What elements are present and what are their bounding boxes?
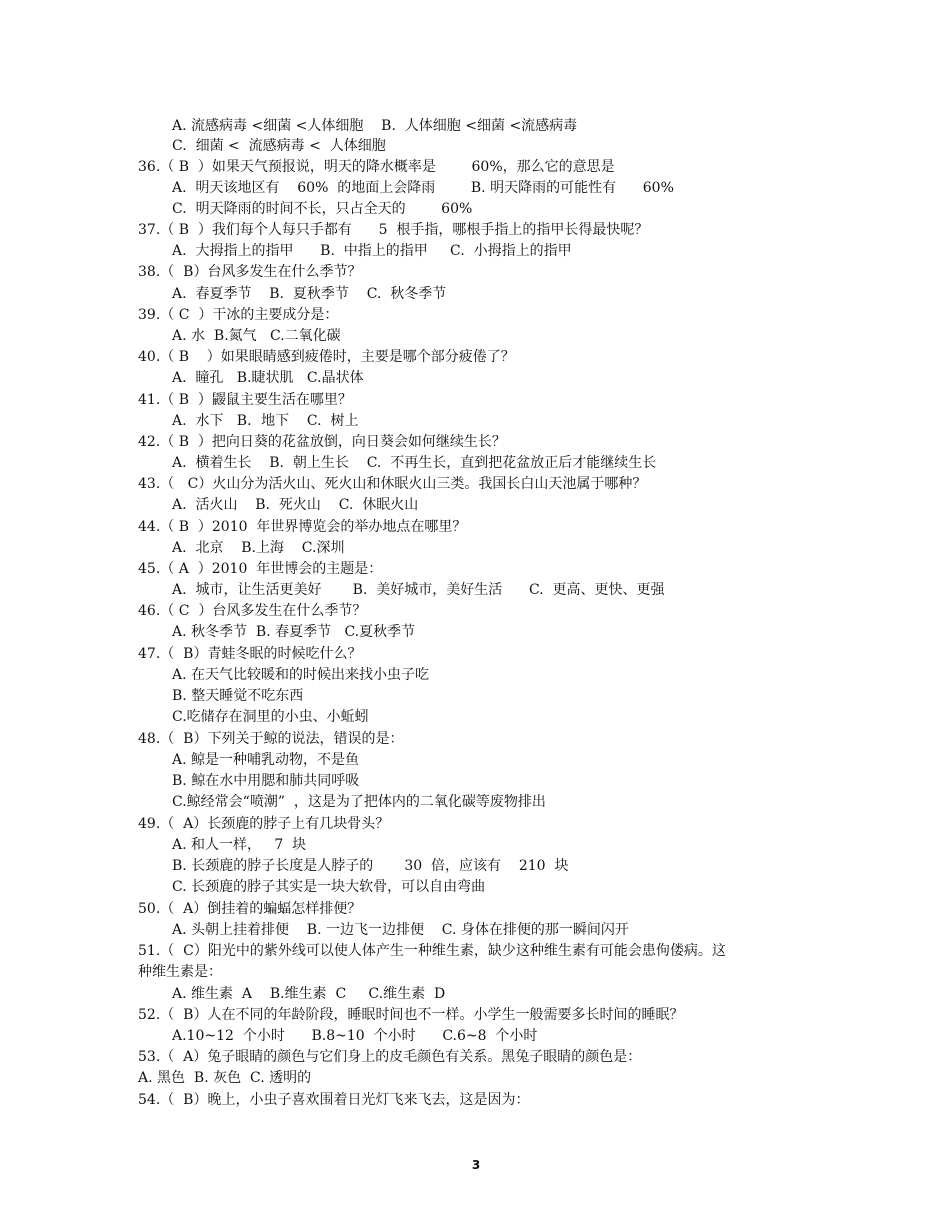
q52-options: A.10~12 个小时 B.8~10 个小时 C.6~8 个小时: [172, 1028, 538, 1044]
question-42: 42.（ B ）把向日葵的花盆放倒，向日葵会如何继续生长？: [138, 434, 506, 450]
question-51-cont: 种维生素是：: [138, 964, 222, 980]
q47-option-c: C.吃储存在洞里的小虫、小蚯蚓: [172, 709, 369, 725]
question-43: 43.（ C）火山分为活火山、死火山和休眠火山三类。我国长白山天池属于哪种？: [138, 476, 647, 492]
question-44: 44.（ B ）2010 年世界博览会的举办地点在哪里？: [138, 519, 467, 535]
question-45: 45.（ A ）2010 年世博会的主题是：: [138, 561, 383, 577]
q41-options: A. 水下 B．地下 C. 树上: [172, 413, 359, 429]
q53-options: A. 黑色 B. 灰色 C. 透明的: [138, 1070, 312, 1086]
q40-options: A. 瞳孔 B.睫状肌 C.晶状体: [172, 370, 364, 386]
question-39: 39.（ C ）干冰的主要成分是：: [138, 307, 339, 323]
q35-options-ab: A. 流感病毒 <细菌 <人体细胞 B. 人体细胞 <细菌 <流感病毒: [172, 118, 578, 134]
q36-options-ab: A. 明天该地区有 60% 的地面上会降雨 B. 明天降雨的可能性有 60%: [172, 180, 674, 196]
question-48: 48.（ B）下列关于鲸的说法，错误的是：: [138, 731, 404, 747]
q48-option-c: C.鲸经常会“喷潮” ，这是为了把体内的二氧化碳等废物排出: [172, 794, 546, 810]
q49-option-a: A. 和人一样， 7 块: [172, 837, 307, 853]
question-52: 52.（ B）人在不同的年龄阶段，睡眠时间也不一样。小学生一般需要多长时间的睡眠？: [138, 1007, 684, 1023]
q46-options: A. 秋冬季节 B. 春夏季节 C.夏秋季节: [172, 624, 416, 640]
question-49: 49.（ A）长颈鹿的脖子上有几块骨头？: [138, 816, 390, 832]
question-41: 41.（ B ）鼹鼠主要生活在哪里？: [138, 392, 352, 408]
q38-options: A. 春夏季节 B. 夏秋季节 C. 秋冬季节: [172, 286, 447, 302]
q37-options: A. 大拇指上的指甲 B. 中指上的指甲 C. 小拇指上的指甲: [172, 243, 572, 259]
question-46: 46.（ C ）台风多发生在什么季节？: [138, 603, 367, 619]
q42-options: A. 横着生长 B. 朝上生长 C. 不再生长，直到把花盆放正后才能继续生长: [172, 455, 657, 471]
q47-option-a: A. 在天气比较暖和的时候出来找小虫子吃: [172, 667, 430, 683]
question-38: 38.（ B）台风多发生在什么季节？: [138, 264, 362, 280]
q43-options: A. 活火山 B. 死火山 C. 休眠火山: [172, 497, 419, 513]
q48-option-b: B. 鲸在水中用腮和肺共同呼吸: [172, 773, 360, 789]
question-50: 50.（ A）倒挂着的蝙蝠怎样排便？: [138, 901, 362, 917]
q48-option-a: A. 鲸是一种哺乳动物，不是鱼: [172, 752, 360, 768]
q47-option-b: B. 整天睡觉不吃东西: [172, 688, 304, 704]
q50-options: A. 头朝上挂着排便 B. 一边飞一边排便 C. 身体在排便的那一瞬间闪开: [172, 922, 629, 938]
question-51: 51.（ C）阳光中的紫外线可以使人体产生一种维生素，缺少这种维生素有可能会患佝偻病。这: [138, 943, 726, 959]
q44-options: A. 北京 B.上海 C.深圳: [172, 540, 345, 556]
question-37: 37.（ B ）我们每个人每只手都有 5 根手指，哪根手指上的指甲长得最快呢？: [138, 222, 649, 238]
question-53: 53.（ A）兔子眼睛的颜色与它们身上的皮毛颜色有关系。黑兔子眼睛的颜色是：: [138, 1049, 642, 1065]
question-54: 54.（ B）晚上，小虫子喜欢围着日光灯飞来飞去，这是因为：: [138, 1092, 530, 1108]
question-40: 40.（ B ）如果眼睛感到疲倦时，主要是哪个部分疲倦了？: [138, 349, 515, 365]
question-47: 47.（ B）青蛙冬眠的时候吃什么？: [138, 646, 362, 662]
q45-options: A. 城市，让生活更美好 B. 美好城市，美好生活 C. 更高、更快、更强: [172, 582, 665, 598]
q39-options: A. 水 B.氮气 C.二氧化碳: [172, 328, 341, 344]
page-number: 3: [471, 1158, 481, 1172]
question-36: 36.（ B ）如果天气预报说，明天的降水概率是 60%，那么它的意思是: [138, 159, 615, 175]
q49-option-b: B. 长颈鹿的脖子长度是人脖子的 30 倍，应该有 210 块: [172, 858, 569, 874]
q51-options: A. 维生素 A B.维生素 C C.维生素 D: [172, 986, 446, 1002]
q35-option-c: C. 细菌 < 流感病毒 < 人体细胞: [172, 138, 386, 154]
q49-option-c: C. 长颈鹿的脖子其实是一块大软骨，可以自由弯曲: [172, 879, 486, 895]
q36-option-c: C. 明天降雨的时间不长，只占全天的 60%: [172, 201, 473, 217]
